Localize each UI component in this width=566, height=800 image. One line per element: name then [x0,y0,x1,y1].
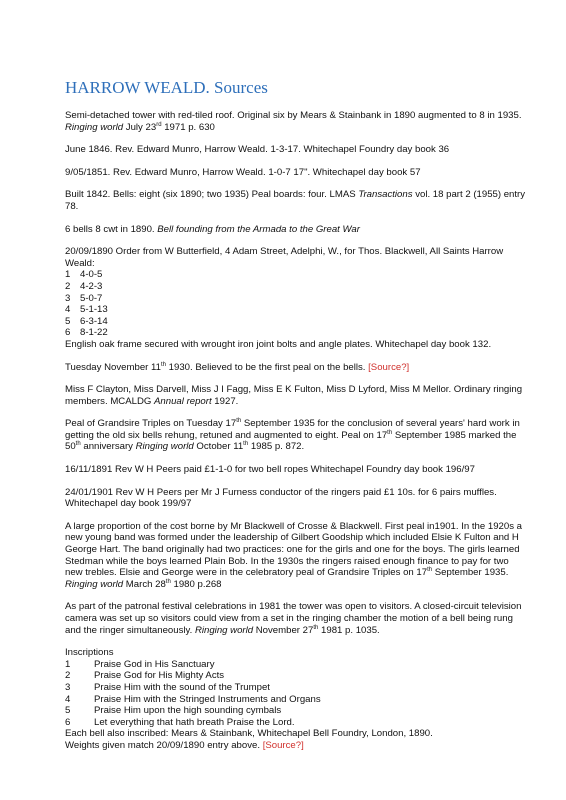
paragraph-muffles: 24/01/1901 Rev W H Peers per Mr J Furness conductor of the ringers paid £1 10s. for 6 pairs muffles. Whitechapel day book 199/97 [65,486,497,510]
inscriptions-section [65,647,526,751]
inscriptions-weights-note: Weights given match 20/09/1890 entry above. [Source?] [65,739,304,751]
inscription-row: 2 Praise God for His Mighty Acts [65,670,225,682]
source-query-link[interactable]: [Source?] [262,739,304,751]
bell-weight-row: 6 8-1-22 [65,327,108,339]
paragraph-tower-description: Semi-detached tower with red-tiled roof. Original six by Mears & Stainbank in 1890 augmented to 8 in 1935. Ringing world July 23rd 1971 p. 630 [65,110,522,133]
paragraph-patronal-festival: As part of the patronal festival celebrations in 1981 the tower was open to visitors. A closed-circuit television camera was set up so visitors could view from a set in the ringing chamber the motion of a bell being rung and the ringer simultaneously. Ringing world November 27th 1981 p. 1035. [65,601,522,636]
paragraph-blackwell-history: A large proportion of the cost borne by Mr Blackwell of Crosse & Blackwell. First peal in1901. In the 1920s a new young band was formed under the leadership of Gilbert Goodship which included Elsie K Fulton and H George Hart. The band originally had two practices: one for the girls and one for the boys. The girls learned Stedman while the boys learned Plain Bob. In the 1930s the ringers raised enough finance to pay for two new trebles. Elsie and George were in the celebratory peal of Grandsire Triples on 17th September 1935. Ringing world March 28th 1980 p.268 [65,520,523,590]
paragraph-ringing-members: Miss F Clayton, Miss Darvell, Miss J I Fagg, Miss E K Fulton, Miss D Lyford, Miss M Mellor. Ordinary ringing members. MCALDG Annual report 1927. [65,384,523,407]
paragraph-built-1842: Built 1842. Bells: eight (six 1890; two 1935) Peal boards: four. LMAS Transactions vol. 18 part 2 (1955) entry 78. [65,189,526,212]
inscription-row: 1 Praise God in His Sanctuary [65,658,215,670]
paragraph-grandsire-peal: Peal of Grandsire Triples on Tuesday 17th September 1935 for the conclusion of several years' hard work in getting the old six bells rehung, retuned and augmented to eight. Peal on 17th September 1985 marked the 50th anniversary Ringing world October 11th 1985 p. 872. [65,418,520,453]
inscription-row: 5 Praise Him upon the high sounding cymbals [65,705,282,717]
order-heading: 20/09/1890 Order from W Butterfield, 4 Adam Street, Adelphi, W., for Thos. Blackwell, All Saints Harrow Weald: [65,246,504,269]
bell-weight-row: 3 5-0-7 [65,292,103,304]
bell-weight-row: 2 4-2-3 [65,280,103,292]
paragraph-1851-entry: 9/05/1851. Rev. Edward Munro, Harrow Weald. 1-0-7 17". Whitechapel day book 57 [65,166,421,178]
paragraph-1890-order [65,246,526,350]
paragraph-first-peal-1930: Tuesday November 11th 1930. Believed to be the first peal on the bells. [Source?] [65,361,410,373]
page-title: HARROW WEALD. Sources [65,78,268,97]
paragraph-1846-entry: June 1846. Rev. Edward Munro, Harrow Weald. 1-3-17. Whitechapel Foundry day book 36 [65,144,450,156]
bell-weights-list [65,269,526,339]
inscription-row: 3 Praise Him with the sound of the Trumpet [65,681,270,693]
paragraph-bell-ropes: 16/11/1891 Rev W H Peers paid £1-1-0 for two bell ropes Whitechapel Foundry day book 196/97 [65,464,475,476]
bell-weight-row: 5 6-3-14 [65,315,108,327]
order-tail: English oak frame secured with wrought iron joint bolts and angle plates. Whitechapel day book 132. [65,338,492,350]
source-query-link[interactable]: [Source?] [368,361,410,373]
inscriptions-foundry-note: Each bell also inscribed: Mears & Stainbank, Whitechapel Bell Foundry, London, 1890. [65,728,433,740]
inscriptions-heading: Inscriptions [65,647,114,659]
bell-weight-row: 1 4-0-5 [65,269,103,281]
inscriptions-list [65,659,526,729]
bell-weight-row: 4 5-1-13 [65,304,108,316]
paragraph-6-bells-1890: 6 bells 8 cwt in 1890. Bell founding from the Armada to the Great War [65,223,360,235]
inscription-row: 6 Let everything that hath breath Praise the Lord. [65,716,295,728]
inscription-row: 4 Praise Him with the Stringed Instruments and Organs [65,693,321,705]
